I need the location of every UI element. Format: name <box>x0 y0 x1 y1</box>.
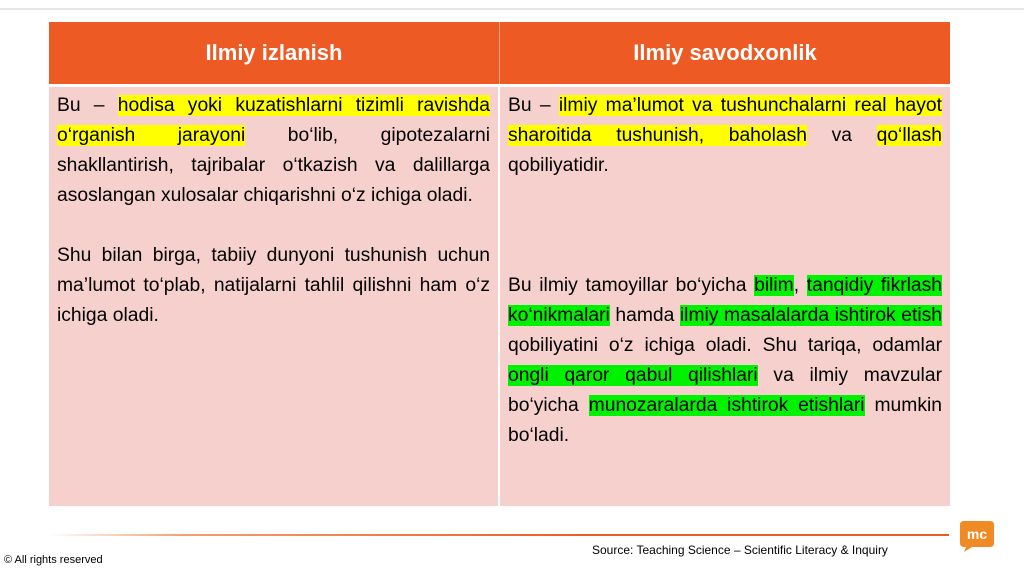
highlight-green: tanqidiy fikrlash ko‘nikmalari <box>508 275 943 326</box>
text-run: qobiliyatidir. <box>508 155 609 176</box>
text-run: hamda <box>609 305 680 326</box>
highlight-green: bilim <box>754 275 794 296</box>
text-run: Bu – <box>57 95 118 116</box>
text-run: qobiliyatini o‘z ichiga oladi. Shu tariqa, odamlar <box>508 335 942 356</box>
highlight-green: ongli qaror qabul qilishlari <box>508 365 758 386</box>
savodxonlik-paragraph-1 <box>508 91 942 181</box>
cell-ilmiy-savodxonlik <box>500 84 950 506</box>
text-run: Bu ilmiy tamoyillar bo‘yicha <box>508 275 755 296</box>
highlight-green: munozaralarda ishtirok etishlari <box>588 395 865 416</box>
highlight-yellow: hodisa yoki kuzatishlarni tizimli ravishda o‘rganish jarayoni <box>57 95 490 146</box>
highlight-yellow: qo‘llash <box>876 125 942 146</box>
text-run: Bu – <box>508 95 559 116</box>
text-run: mumkin bo‘ladi. <box>508 395 942 446</box>
cell-ilmiy-izlanish <box>49 84 500 506</box>
text-run: , <box>793 275 807 296</box>
source-citation: Source: Teaching Science – Scientific Literacy & Inquiry <box>592 543 888 557</box>
savodxonlik-paragraph-2 <box>508 271 942 451</box>
top-divider <box>0 8 1024 10</box>
mc-logo-text: mc <box>966 526 988 542</box>
highlight-yellow: ilmiy ma’lumot va tushunchalarni real hayot sharoitida tushunish, baholash <box>508 95 942 146</box>
copyright-notice: © All rights reserved <box>4 554 103 566</box>
comparison-table <box>49 22 950 506</box>
text-run: bo‘lib, gipotezalarni shakllantirish, tajribalar o‘tkazish va dalillarga asoslangan xulosalar chiqarishni o‘z ichiga oladi. <box>57 125 490 206</box>
text-run: Shu bilan birga, tabiiy dunyoni tushunish uchun ma’lumot to‘plab, natijalarni tahlil qilishni ham o‘z ichiga oladi. <box>57 245 490 326</box>
text-run: va <box>807 125 877 146</box>
izlanish-paragraph-2 <box>57 241 490 331</box>
highlight-green: ilmiy masalalarda ishtirok etish <box>679 305 942 326</box>
header-ilmiy-izlanish: Ilmiy izlanish <box>49 22 500 84</box>
header-ilmiy-savodxonlik: Ilmiy savodxonlik <box>500 22 950 84</box>
mc-logo <box>958 519 996 553</box>
izlanish-paragraph-1 <box>57 91 490 211</box>
text-run: va ilmiy mavzular bo‘yicha <box>508 365 942 416</box>
footer-divider <box>49 534 949 536</box>
